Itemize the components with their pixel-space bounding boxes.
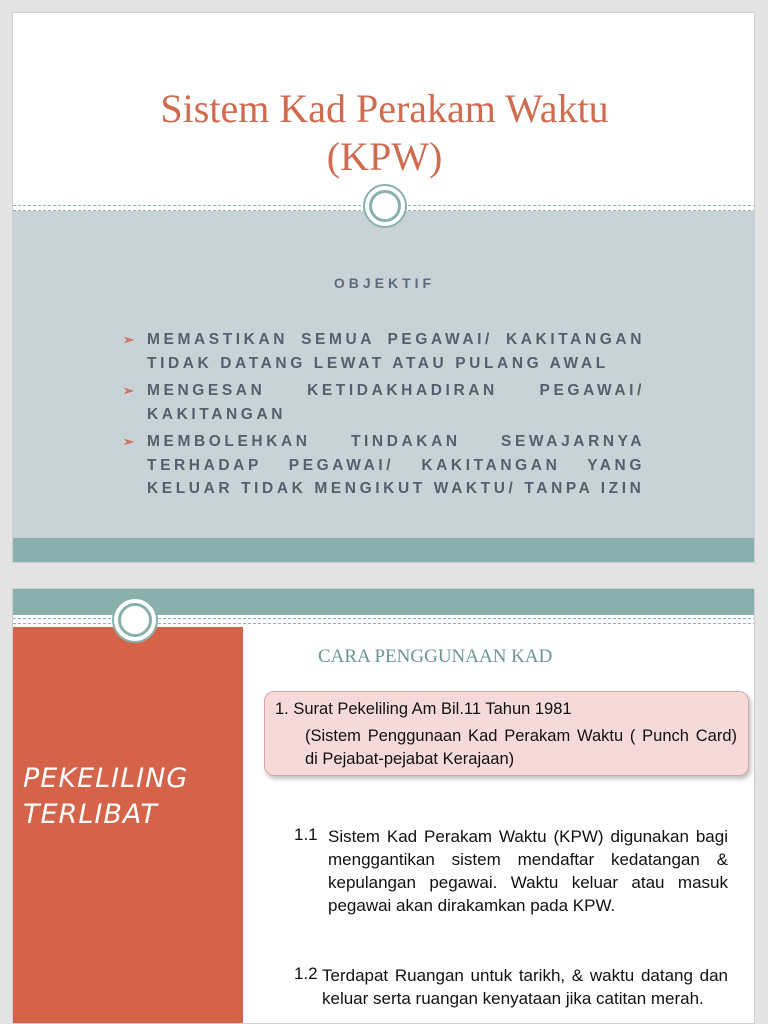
title-line-2: (KPW) — [326, 134, 443, 179]
list-item-text: MENGESAN KETIDAKHADIRAN PEGAWAI/ KAKITANGAN — [147, 382, 645, 423]
objective-heading: OBJEKTIF — [333, 275, 436, 291]
point-number: 1.2 — [294, 964, 318, 983]
point-text: Sistem Kad Perakam Waktu (KPW) digunakan bagi menggantikan sistem mendaftar kedatangan & kepulangan pegawai. Waktu keluar atau masuk pegawai akan dirakamkan pada KPW. — [328, 827, 728, 915]
circular-callout — [264, 691, 749, 776]
callout-description: (Sistem Penggunaan Kad Perakam Waktu ( Punch Card) di Pejabat-pejabat Kerajaan) — [305, 727, 737, 768]
arrow-bullet-icon: ➢ — [123, 383, 134, 398]
ring-ornament-icon — [363, 184, 407, 228]
list-item-text: MEMBOLEHKAN TINDAKAN SEWAJARNYA TERHADAP PEGAWAI/ KAKITANGAN YANG KELUAR TIDAK MENGIKUT WAKTU/ TANPA IZIN — [147, 433, 645, 497]
ring-ornament-icon — [112, 597, 158, 643]
list-item — [121, 328, 645, 375]
side-panel — [13, 627, 243, 1024]
point-number: 1.1 — [294, 825, 318, 844]
objective-list — [121, 328, 645, 505]
panel-title-line-1: PEKELILING — [23, 763, 189, 794]
list-item-text: MEMASTIKAN SEMUA PEGAWAI/ KAKITANGAN TIDAK DATANG LEWAT ATAU PULANG AWAL — [147, 331, 645, 372]
title-line-1: Sistem Kad Perakam Waktu — [160, 86, 609, 131]
slide-1-title — [13, 85, 755, 181]
callout-heading: 1. Surat Pekeliling Am Bil.11 Tahun 1981 — [275, 700, 572, 718]
slide-2 — [12, 588, 755, 1024]
panel-title — [23, 761, 238, 833]
slide-1 — [12, 12, 755, 563]
section-title: CARA PENGGUNAAN KAD — [318, 646, 553, 667]
point-text: Terdapat Ruangan untuk tarikh, & waktu datang dan keluar serta ruangan kenyataan jika catitan merah. — [322, 966, 728, 1008]
list-item — [121, 430, 645, 501]
panel-title-line-2: TERLIBAT — [23, 799, 158, 830]
bottom-band — [13, 538, 755, 563]
arrow-bullet-icon: ➢ — [123, 332, 134, 347]
list-item — [121, 379, 645, 426]
arrow-bullet-icon: ➢ — [123, 434, 134, 449]
